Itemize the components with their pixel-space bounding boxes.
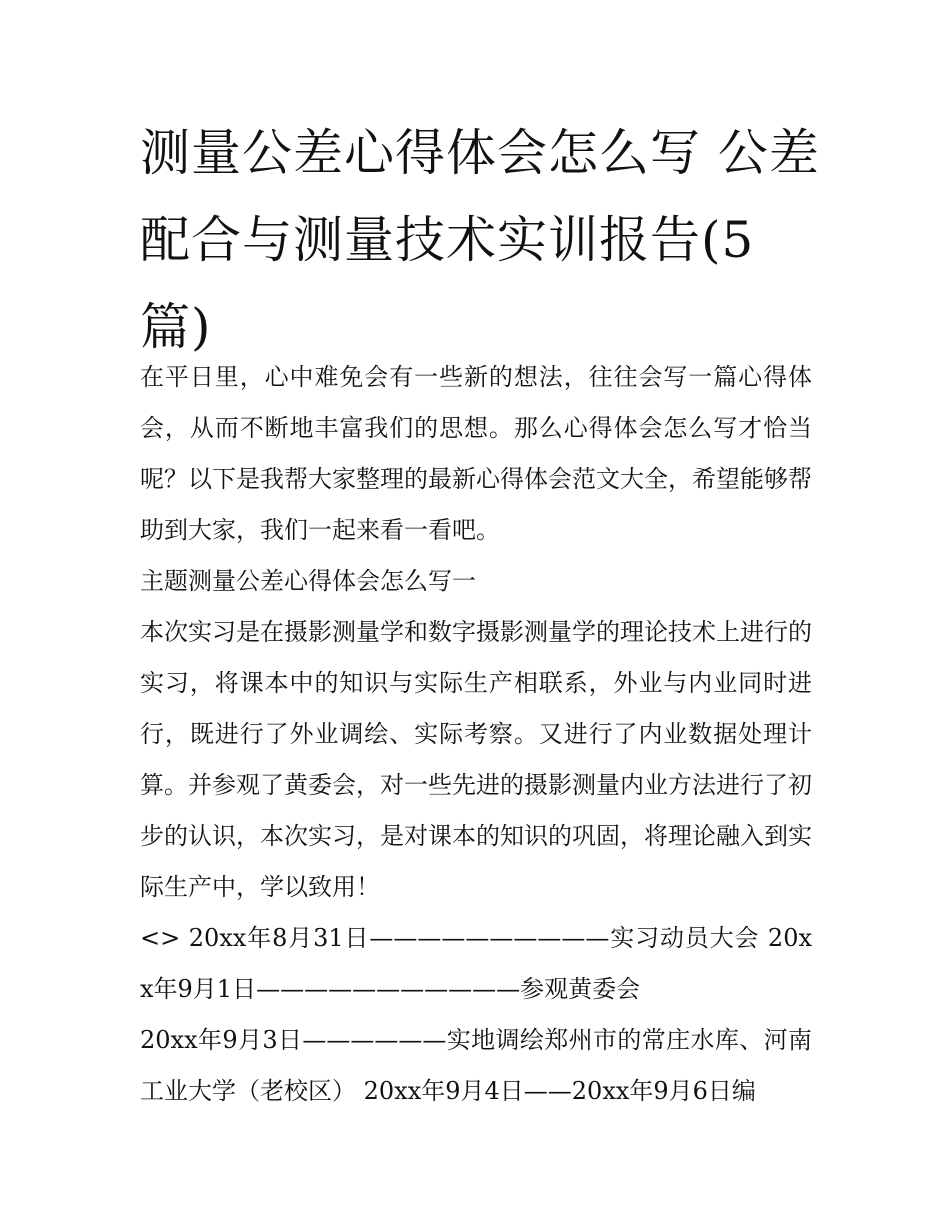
schedule-line: 20xx年9月3日——————实地调绘郑州市的常庄水库、河南工业大学（老校区） 20xx年9月4日——20xx年9月6日编 — [140, 1026, 812, 1105]
section-heading: 主题测量公差心得体会怎么写一 — [140, 567, 476, 595]
schedule-line: <> 20xx年8月31日——————————实习动员大会 20xx年9月1日———————————参观黄委会 — [140, 924, 812, 1003]
intro-paragraph: 在平日里，心中难免会有一些新的想法，往往会写一篇心得体会，从而不断地丰富我们的思想。那么心得体会怎么写才恰当呢？以下是我帮大家整理的最新心得体会范文大全，希望能够帮助到大家，我们一起来看一看吧。 — [140, 363, 812, 544]
document-body — [140, 352, 812, 1117]
document-title: 测量公差心得体会怎么写 公差配合与测量技术实训报告(5篇) — [140, 124, 820, 356]
body-paragraph: 本次实习是在摄影测量学和数字摄影测量学的理论技术上进行的实习，将课本中的知识与实际生产相联系，外业与内业同时进行，既进行了外业调绘、实际考察。又进行了内业数据处理计算。并参观了黄委会，对一些先进的摄影测量内业方法进行了初步的认识，本次实习，是对课本的知识的巩固，将理论融入到实际生产中，学以致用！ — [140, 618, 812, 901]
